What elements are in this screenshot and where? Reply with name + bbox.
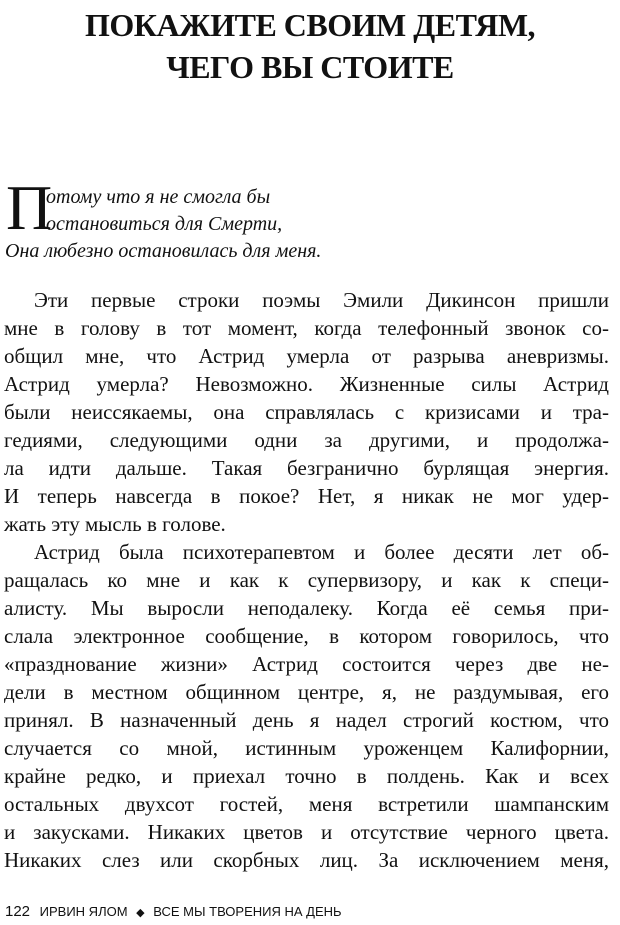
epigraph bbox=[5, 172, 605, 274]
body-line: И теперь навсегда в покое? Нет, я никак не мог удер- bbox=[4, 484, 609, 508]
body-line: Астрид умерла? Невозможно. Жизненные силы Астрид bbox=[4, 372, 609, 396]
epigraph-line-2: остановиться для Смерти, bbox=[46, 213, 283, 235]
diamond-separator-icon: ◆ bbox=[136, 907, 145, 919]
chapter-title-line-1: ПОКАЖИТЕ СВОИМ ДЕТЯМ, bbox=[84, 7, 536, 43]
body-line: слала электронное сообщение, в котором говорилось, что bbox=[4, 624, 609, 648]
body-line: Никаких слез или скорбных лиц. За исключением меня, bbox=[4, 848, 609, 872]
body-line: случается со мной, истинным уроженцем Калифорнии, bbox=[4, 736, 609, 760]
body-line: и закусками. Никаких цветов и отсутствие черного цвета. bbox=[4, 820, 609, 844]
body-line: Астрид была психотерапевтом и более десяти лет об- bbox=[34, 540, 609, 564]
body-line: алисту. Мы выросли неподалеку. Когда её семья при- bbox=[4, 596, 609, 620]
body-line: Эти первые строки поэмы Эмили Дикинсон пришли bbox=[34, 288, 609, 312]
body-line: мне в голову в тот момент, когда телефонный звонок со- bbox=[4, 316, 609, 340]
drop-cap: П bbox=[6, 172, 53, 243]
running-head-book-title: ВСЕ МЫ ТВОРЕНИЯ НА ДЕНЬ bbox=[153, 904, 342, 919]
body-line: были неиссякаемы, она справлялась с кризисами и тра- bbox=[4, 400, 609, 424]
body-line: общил мне, что Астрид умерла от разрыва аневризмы. bbox=[4, 344, 609, 368]
epigraph-line-3: Она любезно остановилась для меня. bbox=[5, 240, 322, 262]
page-number: 122 bbox=[5, 903, 31, 920]
body-line: ла идти дальше. Такая безгранично бурлящая энергия. bbox=[4, 456, 609, 480]
body-line: крайне редко, и приехал точно в полдень. Как и всех bbox=[4, 764, 609, 788]
body-line: ращалась ко мне и как к супервизору, и как к специ- bbox=[4, 568, 609, 592]
body-line: «празднование жизни» Астрид состоится через две не- bbox=[4, 652, 609, 676]
running-head-author: ИРВИН ЯЛОМ bbox=[39, 904, 128, 919]
body-line: остальных двухсот гостей, меня встретили шампанским bbox=[4, 792, 609, 816]
epigraph-line-1: отому что я не смогла бы bbox=[46, 186, 271, 208]
body-line: гедиями, следующими одни за другими, и продолжа- bbox=[4, 428, 609, 452]
chapter-title-line-2: ЧЕГО ВЫ СТОИТЕ bbox=[166, 49, 454, 85]
body-line: дели в местном общинном центре, я, не раздумывая, его bbox=[4, 680, 609, 704]
page-footer bbox=[5, 904, 342, 919]
body-line: жать эту мысль в голове. bbox=[4, 512, 226, 536]
body-line: принял. В назначенный день я надел строгий костюм, что bbox=[4, 708, 609, 732]
